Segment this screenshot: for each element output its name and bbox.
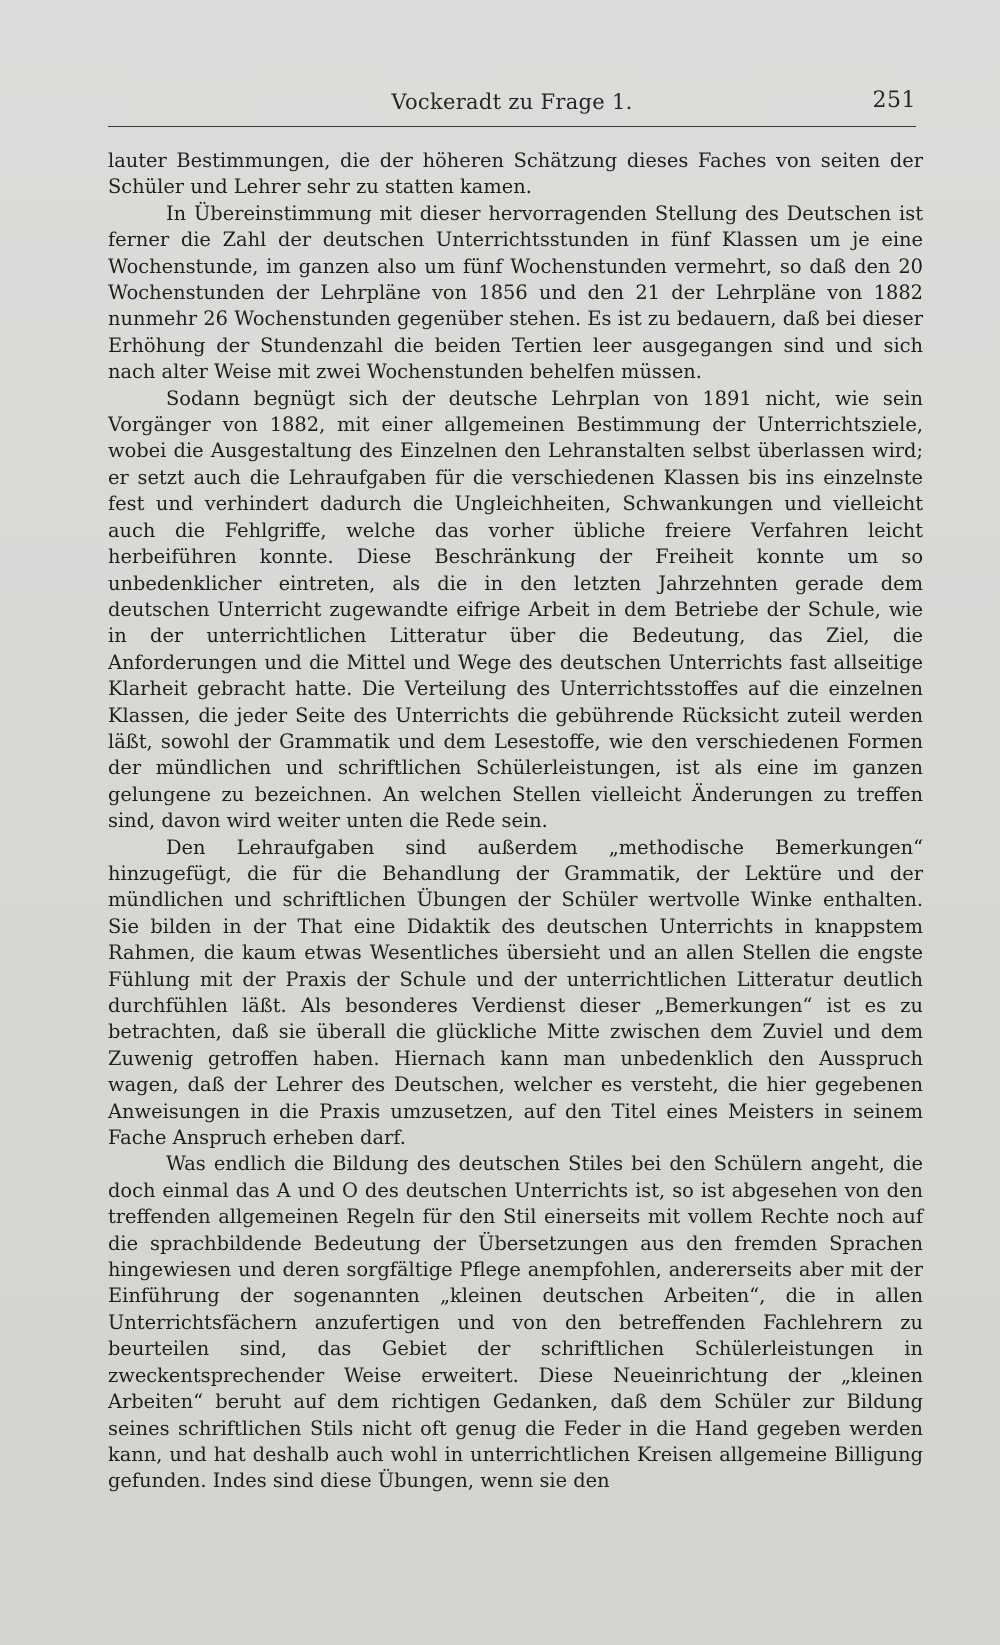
body-text (108, 148, 923, 1495)
paragraph: Was endlich die Bildung des deutschen Stiles bei den Schülern angeht, die doch einmal das A und O des deutschen Unterrichts ist, so ist abgesehen von den treffenden allgemeinen Regeln für den Stil einerseits mit vollem Rechte noch auf die sprachbildende Bedeutung der Übersetzungen aus den fremden Sprachen hingewiesen und deren sorgfältige Pflege anempfohlen, andererseits aber mit der Einführung der sogenannten „kleinen deutschen Arbeiten“, die in allen Unterrichtsfächern anzufertigen und von den betreffenden Fachlehrern zu beurteilen sind, das Gebiet der schriftlichen Schülerleistungen in zweckentsprechender Weise erweitert. Diese Neueinrichtung der „kleinen Arbeiten“ beruht auf dem richtigen Gedanken, daß dem Schüler zur Bildung seines schriftlichen Stils nicht oft genug die Feder in die Hand gegeben werden kann, und hat deshalb auch wohl in unterrichtlichen Kreisen allgemeine Billigung gefunden. Indes sind diese Übungen, wenn sie den (108, 1152, 923, 1493)
running-title: Vockeradt zu Frage 1. (391, 90, 633, 114)
page-header (108, 86, 916, 127)
page-number: 251 (872, 88, 916, 113)
paragraph: In Übereinstimmung mit dieser hervorragenden Stellung des Deutschen ist ferner die Zahl der deutschen Unterrichtsstunden in fünf Klassen um je eine Wochenstunde, im ganzen also um fünf Wochenstunden vermehrt, so daß den 20 Wochenstunden der Lehrpläne von 1856 und den 21 der Lehrpläne von 1882 nunmehr 26 Wochenstunden gegenüber stehen. Es ist zu bedauern, daß bei dieser Erhöhung der Stundenzahl die beiden Tertien leer ausgegangen sind und sich nach alter Weise mit zwei Wochenstunden behelfen müssen. (108, 201, 923, 384)
paragraph: Sodann begnügt sich der deutsche Lehrplan von 1891 nicht, wie sein Vorgänger von 1882, mit einer allgemeinen Bestimmung der Unterrichtsziele, wobei die Ausgestaltung des Einzelnen den Lehranstalten selbst überlassen wird; er setzt auch die Lehraufgaben für die verschiedenen Klassen bis ins einzelnste fest und verhindert dadurch die Ungleichheiten, Schwankungen und vielleicht auch die Fehlgriffe, welche das vorher übliche freiere Verfahren leicht herbeiführen konnte. Diese Beschränkung der Freiheit konnte um so unbedenklicher eintreten, als die in den letzten Jahrzehnten gerade dem deutschen Unterricht zugewandte eifrige Arbeit in dem Betriebe der Schule, wie in der unterrichtlichen Litteratur über die Bedeutung, das Ziel, die Anforderungen und die Mittel und Wege des deutschen Unterrichts fast allseitige Klarheit gebracht hatte. Die Verteilung des Unterrichtsstoffes auf die einzelnen Klassen, die jeder Seite des Unterrichts die gebührende Rücksicht zuteil werden läßt, sowohl der Grammatik und dem Lesestoffe, wie den verschiedenen Formen der mündlichen und schriftlichen Schülerleistungen, ist als eine im ganzen gelungene zu bezeichnen. An welchen Stellen vielleicht Änderungen zu treffen sind, davon wird weiter unten die Rede sein. (108, 386, 923, 833)
paragraph: lauter Bestimmungen, die der höheren Schätzung dieses Faches von seiten der Schüler und Lehrer sehr zu statten kamen. (108, 149, 923, 199)
paragraph: Den Lehraufgaben sind außerdem „methodische Bemerkungen“ hinzugefügt, die für die Behandlung der Grammatik, der Lektüre und der mündlichen und schriftlichen Übungen der Schüler wertvolle Winke enthalten. Sie bilden in der That eine Didaktik des deutschen Unterrichts in knappstem Rahmen, die kaum etwas Wesentliches übersieht und an allen Stellen die engste Fühlung mit der Praxis der Schule und der unterrichtlichen Litteratur deutlich durchfühlen läßt. Als besonderes Verdienst dieser „Bemerkungen“ ist es zu betrachten, daß sie überall die glückliche Mitte zwischen dem Zuviel und dem Zuwenig getroffen haben. Hiernach kann man unbedenklich den Ausspruch wagen, daß der Lehrer des Deutschen, welcher es versteht, die hier gegebenen Anweisungen in die Praxis umzusetzen, auf den Titel eines Meisters in seinem Fache Anspruch erheben darf. (108, 835, 923, 1150)
